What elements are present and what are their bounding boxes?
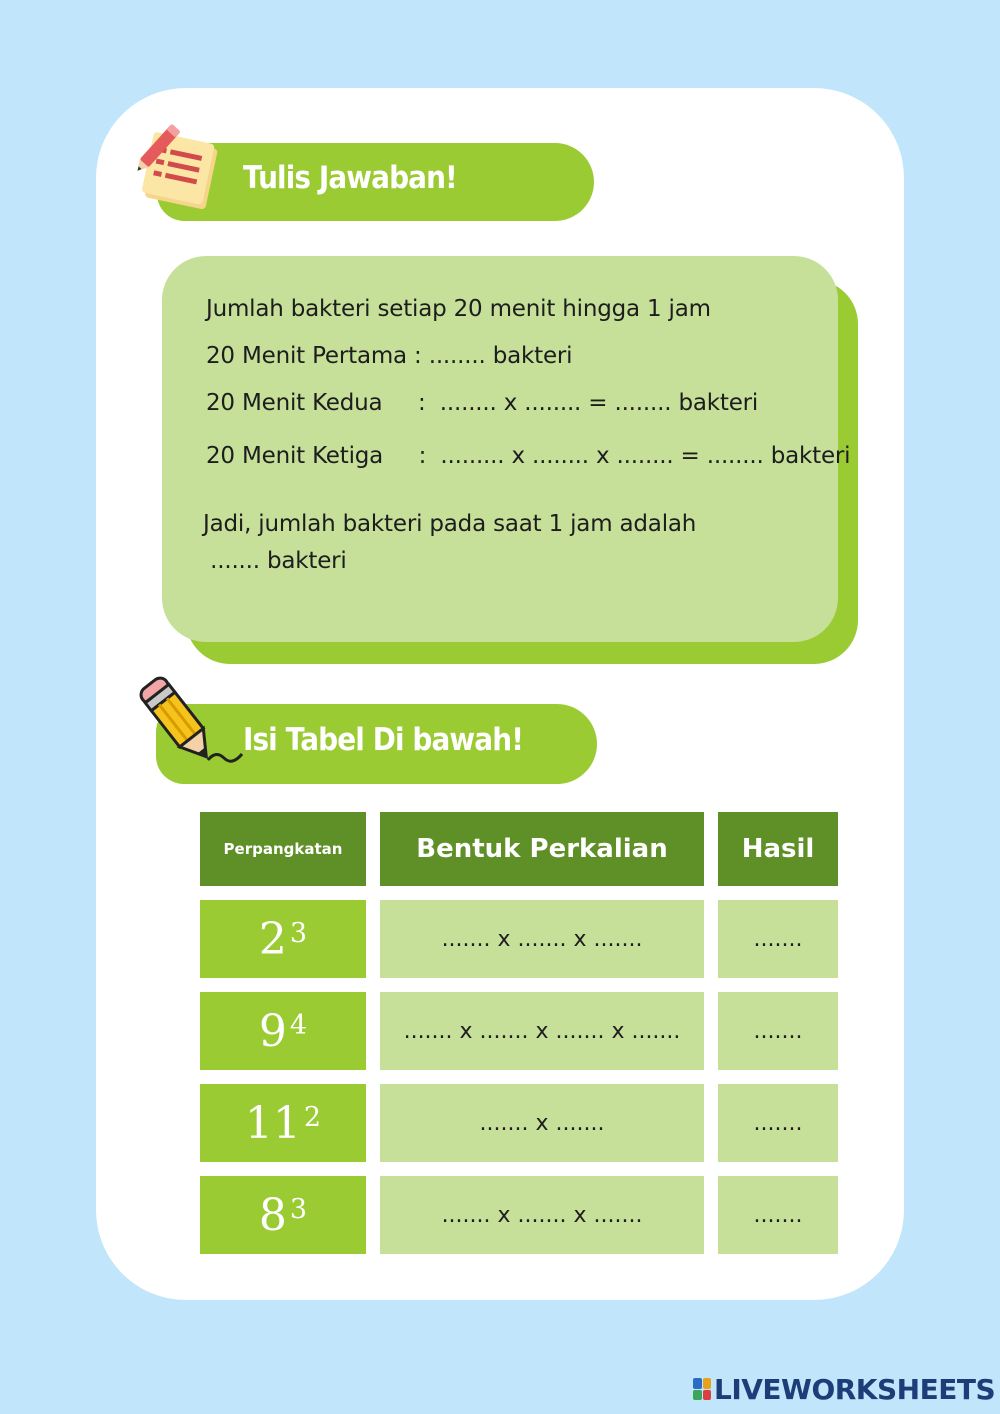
table-cell-multiplication[interactable]: ....... x ....... x ....... xyxy=(380,1176,704,1254)
table-cell-power xyxy=(200,1176,366,1254)
power-exponent: 2 xyxy=(303,1101,322,1133)
liveworksheets-logo xyxy=(693,1373,995,1405)
table-cell-result[interactable]: ....... xyxy=(718,1084,838,1162)
section-title-table: Isi Tabel Di bawah! xyxy=(243,722,524,758)
power-base: 9 xyxy=(258,1005,287,1057)
table-cell-power xyxy=(200,900,366,978)
table-cell-multiplication[interactable]: ....... x ....... x ....... x ....... xyxy=(380,992,704,1070)
answer-line-intro: Jumlah bakteri setiap 20 menit hingga 1 jam xyxy=(206,296,711,322)
table-cell-result[interactable]: ....... xyxy=(718,1176,838,1254)
table-header-result: Hasil xyxy=(718,812,838,886)
table-cell-multiplication[interactable]: ....... x ....... x ....... xyxy=(380,900,704,978)
answer-line-result[interactable]: ....... bakteri xyxy=(203,548,347,574)
brand-mark-icon xyxy=(693,1378,711,1400)
section-title-answer: Tulis Jawaban! xyxy=(243,160,457,196)
power-base: 2 xyxy=(258,913,287,965)
answer-line-third[interactable]: 20 Menit Ketiga : ......... x ........ x ........ = ........ bakteri xyxy=(206,443,851,469)
table-header-power: Perpangkatan xyxy=(200,812,366,886)
table-cell-result[interactable]: ....... xyxy=(718,900,838,978)
answer-line-second[interactable]: 20 Menit Kedua : ........ x ........ = ........ bakteri xyxy=(206,390,759,416)
power-exponent: 4 xyxy=(289,1009,308,1041)
brand-name: LIVEWORKSHEETS xyxy=(714,1372,996,1406)
power-base: 11 xyxy=(244,1097,301,1149)
table-cell-power xyxy=(200,1084,366,1162)
notepad-pencil-icon xyxy=(136,124,226,220)
power-base: 8 xyxy=(258,1189,287,1241)
answer-line-conclusion: Jadi, jumlah bakteri pada saat 1 jam adalah xyxy=(203,511,697,537)
table-cell-multiplication[interactable]: ....... x ....... xyxy=(380,1084,704,1162)
pencil-icon xyxy=(136,668,256,778)
table-cell-power xyxy=(200,992,366,1070)
table-header-multiplication: Bentuk Perkalian xyxy=(380,812,704,886)
table-cell-result[interactable]: ....... xyxy=(718,992,838,1070)
answer-line-first[interactable]: 20 Menit Pertama : ........ bakteri xyxy=(206,343,573,369)
power-exponent: 3 xyxy=(289,917,308,949)
power-exponent: 3 xyxy=(289,1193,308,1225)
